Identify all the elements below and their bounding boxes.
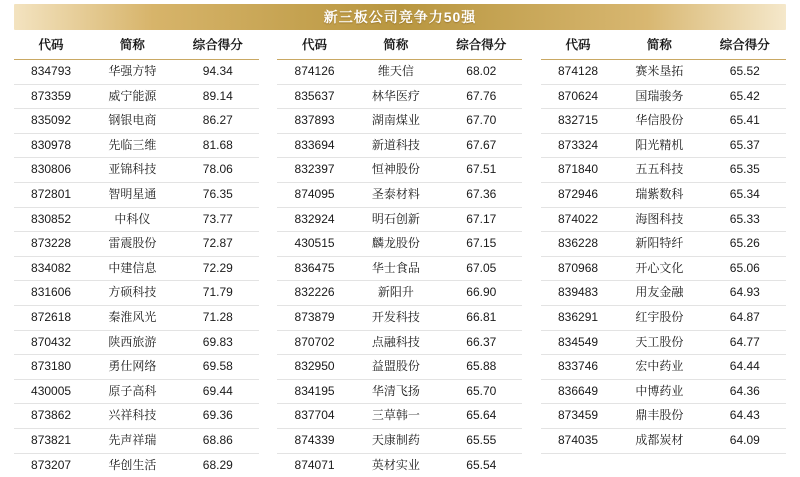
cell-name: 华清飞扬 [352,379,441,404]
cell-code: 874095 [277,182,351,207]
cell-score: 67.51 [440,158,522,183]
cell-score: 71.79 [177,281,259,306]
cell-code: 832397 [277,158,351,183]
cell-code: 873180 [14,355,88,380]
cell-name [615,453,704,477]
cell-score: 65.41 [704,109,786,134]
cell-name: 瑞紫数科 [615,182,704,207]
cell-name: 阳光精机 [615,133,704,158]
cell-gap [259,60,278,85]
cell-score: 65.52 [704,60,786,85]
cell-score: 65.42 [704,84,786,109]
cell-code: 874035 [541,428,615,453]
cell-gap [522,330,541,355]
cell-code: 833746 [541,355,615,380]
cell-code: 873228 [14,232,88,257]
cell-score: 86.27 [177,109,259,134]
cell-score: 66.90 [440,281,522,306]
cell-name: 兴祥科技 [88,404,177,429]
cell-code: 873359 [14,84,88,109]
cell-code: 874022 [541,207,615,232]
cell-code: 872618 [14,305,88,330]
cell-score [704,453,786,477]
header-score-1: 综合得分 [177,32,259,60]
cell-score: 65.06 [704,256,786,281]
cell-name: 原子高科 [88,379,177,404]
table-row [14,379,786,404]
table-row [14,355,786,380]
table-row [14,281,786,306]
cell-name: 红宇股份 [615,305,704,330]
cell-gap [522,256,541,281]
header-score-3: 综合得分 [704,32,786,60]
cell-name: 中建信息 [88,256,177,281]
cell-gap [259,84,278,109]
table-row [14,133,786,158]
cell-name: 开心文化 [615,256,704,281]
cell-score: 64.09 [704,428,786,453]
table-row [14,84,786,109]
cell-score: 65.64 [440,404,522,429]
cell-code: 830978 [14,133,88,158]
cell-code: 870432 [14,330,88,355]
table-row [14,256,786,281]
cell-score: 68.02 [440,60,522,85]
cell-code: 837893 [277,109,351,134]
cell-score: 64.43 [704,404,786,429]
cell-code: 834793 [14,60,88,85]
cell-name: 成都炭材 [615,428,704,453]
cell-code: 830806 [14,158,88,183]
header-name-1: 简称 [88,32,177,60]
cell-gap [259,232,278,257]
header-gap-2 [522,32,541,60]
cell-code: 874071 [277,453,351,477]
cell-code: 834082 [14,256,88,281]
title-banner [14,4,786,30]
header-code-3: 代码 [541,32,615,60]
cell-code: 835092 [14,109,88,134]
cell-name: 华创生活 [88,453,177,477]
cell-name: 国瑞骏务 [615,84,704,109]
header-row [14,32,786,60]
cell-gap [522,281,541,306]
cell-score: 66.81 [440,305,522,330]
cell-score: 68.29 [177,453,259,477]
cell-gap [259,158,278,183]
cell-code: 430515 [277,232,351,257]
table-row [14,158,786,183]
table-header [14,32,786,60]
cell-gap [259,281,278,306]
cell-code: 874126 [277,60,351,85]
cell-name: 海图科技 [615,207,704,232]
cell-code: 832715 [541,109,615,134]
cell-code: 832950 [277,355,351,380]
cell-score: 67.15 [440,232,522,257]
header-code-1: 代码 [14,32,88,60]
cell-gap [259,182,278,207]
cell-score: 65.34 [704,182,786,207]
cell-code: 872801 [14,182,88,207]
cell-code: 873459 [541,404,615,429]
cell-code: 834195 [277,379,351,404]
cell-name: 中博药业 [615,379,704,404]
cell-code: 832924 [277,207,351,232]
cell-score: 65.33 [704,207,786,232]
cell-gap [522,207,541,232]
cell-code: 873879 [277,305,351,330]
cell-code: 836291 [541,305,615,330]
cell-name: 鼎丰股份 [615,404,704,429]
cell-name: 益盟股份 [352,355,441,380]
cell-code: 871840 [541,158,615,183]
cell-code: 834549 [541,330,615,355]
cell-score: 64.36 [704,379,786,404]
header-name-2: 简称 [352,32,441,60]
cell-code: 870624 [541,84,615,109]
cell-code: 872946 [541,182,615,207]
cell-gap [259,305,278,330]
cell-name: 新阳特纤 [615,232,704,257]
page-title: 新三板公司竞争力50强 [324,7,477,27]
cell-name: 智明星通 [88,182,177,207]
cell-score: 65.70 [440,379,522,404]
cell-gap [259,379,278,404]
cell-name: 开发科技 [352,305,441,330]
cell-name: 天康制药 [352,428,441,453]
cell-name: 中科仪 [88,207,177,232]
cell-name: 方硕科技 [88,281,177,306]
cell-name: 陕西旅游 [88,330,177,355]
cell-code: 430005 [14,379,88,404]
cell-name: 秦淮风光 [88,305,177,330]
cell-name: 华士食品 [352,256,441,281]
cell-gap [259,355,278,380]
cell-name: 先声祥瑞 [88,428,177,453]
cell-score: 69.44 [177,379,259,404]
cell-gap [522,84,541,109]
cell-score: 67.36 [440,182,522,207]
cell-score: 65.88 [440,355,522,380]
cell-name: 雷震股份 [88,232,177,257]
cell-name: 麟龙股份 [352,232,441,257]
cell-score: 67.05 [440,256,522,281]
table-row [14,330,786,355]
header-gap-1 [259,32,278,60]
cell-name: 威宁能源 [88,84,177,109]
cell-name: 华强方特 [88,60,177,85]
cell-score: 67.70 [440,109,522,134]
cell-gap [259,453,278,477]
cell-name: 勇仕网络 [88,355,177,380]
table-row [14,404,786,429]
cell-name: 英材实业 [352,453,441,477]
cell-name: 赛米垦拓 [615,60,704,85]
cell-code: 874339 [277,428,351,453]
ranking-table [14,32,786,477]
cell-code: 873862 [14,404,88,429]
cell-gap [522,60,541,85]
table-row [14,182,786,207]
cell-code: 873207 [14,453,88,477]
ranking-sheet [0,4,800,421]
cell-score: 89.14 [177,84,259,109]
cell-score: 64.87 [704,305,786,330]
cell-gap [259,207,278,232]
cell-score: 72.87 [177,232,259,257]
cell-score: 78.06 [177,158,259,183]
cell-name: 亚锦科技 [88,158,177,183]
cell-code: 873821 [14,428,88,453]
cell-gap [522,305,541,330]
cell-name: 明石创新 [352,207,441,232]
cell-name: 恒神股份 [352,158,441,183]
header-name-3: 简称 [615,32,704,60]
cell-name: 钢银电商 [88,109,177,134]
cell-gap [522,428,541,453]
cell-gap [259,404,278,429]
table-row [14,60,786,85]
cell-score: 67.76 [440,84,522,109]
cell-code [541,453,615,477]
cell-code: 839483 [541,281,615,306]
cell-code: 832226 [277,281,351,306]
cell-gap [522,109,541,134]
cell-score: 65.55 [440,428,522,453]
cell-score: 73.77 [177,207,259,232]
cell-score: 69.83 [177,330,259,355]
cell-score: 76.35 [177,182,259,207]
cell-code: 830852 [14,207,88,232]
cell-score: 81.68 [177,133,259,158]
cell-gap [522,379,541,404]
cell-gap [259,109,278,134]
header-code-2: 代码 [277,32,351,60]
cell-gap [259,330,278,355]
cell-gap [522,182,541,207]
cell-gap [259,133,278,158]
cell-score: 64.77 [704,330,786,355]
cell-code: 874128 [541,60,615,85]
cell-score: 67.67 [440,133,522,158]
cell-name: 三草韩一 [352,404,441,429]
cell-score: 64.44 [704,355,786,380]
cell-gap [259,256,278,281]
cell-code: 870968 [541,256,615,281]
table-row [14,305,786,330]
cell-gap [522,133,541,158]
cell-name: 新阳升 [352,281,441,306]
table-row [14,428,786,453]
table-body [14,60,786,477]
cell-name: 先临三维 [88,133,177,158]
cell-score: 64.93 [704,281,786,306]
cell-name: 用友金融 [615,281,704,306]
cell-name: 华信股份 [615,109,704,134]
cell-name: 宏中药业 [615,355,704,380]
cell-score: 69.36 [177,404,259,429]
cell-name: 新道科技 [352,133,441,158]
cell-score: 69.58 [177,355,259,380]
cell-code: 873324 [541,133,615,158]
cell-name: 湖南煤业 [352,109,441,134]
table-row [14,109,786,134]
cell-gap [259,428,278,453]
cell-code: 836228 [541,232,615,257]
cell-code: 837704 [277,404,351,429]
cell-score: 66.37 [440,330,522,355]
cell-name: 维天信 [352,60,441,85]
cell-code: 831606 [14,281,88,306]
header-score-2: 综合得分 [440,32,522,60]
table-row [14,453,786,477]
cell-code: 836475 [277,256,351,281]
cell-name: 天工股份 [615,330,704,355]
cell-code: 870702 [277,330,351,355]
cell-gap [522,404,541,429]
cell-gap [522,453,541,477]
cell-score: 65.37 [704,133,786,158]
cell-code: 833694 [277,133,351,158]
cell-code: 835637 [277,84,351,109]
cell-score: 67.17 [440,207,522,232]
cell-score: 68.86 [177,428,259,453]
cell-score: 94.34 [177,60,259,85]
cell-score: 65.54 [440,453,522,477]
table-row [14,207,786,232]
cell-gap [522,232,541,257]
cell-score: 72.29 [177,256,259,281]
cell-gap [522,355,541,380]
cell-gap [522,158,541,183]
cell-name: 林华医疗 [352,84,441,109]
cell-score: 71.28 [177,305,259,330]
cell-score: 65.35 [704,158,786,183]
cell-score: 65.26 [704,232,786,257]
table-row [14,232,786,257]
cell-name: 五五科技 [615,158,704,183]
cell-name: 圣泰材料 [352,182,441,207]
table-container [14,30,786,477]
cell-name: 点融科技 [352,330,441,355]
cell-code: 836649 [541,379,615,404]
